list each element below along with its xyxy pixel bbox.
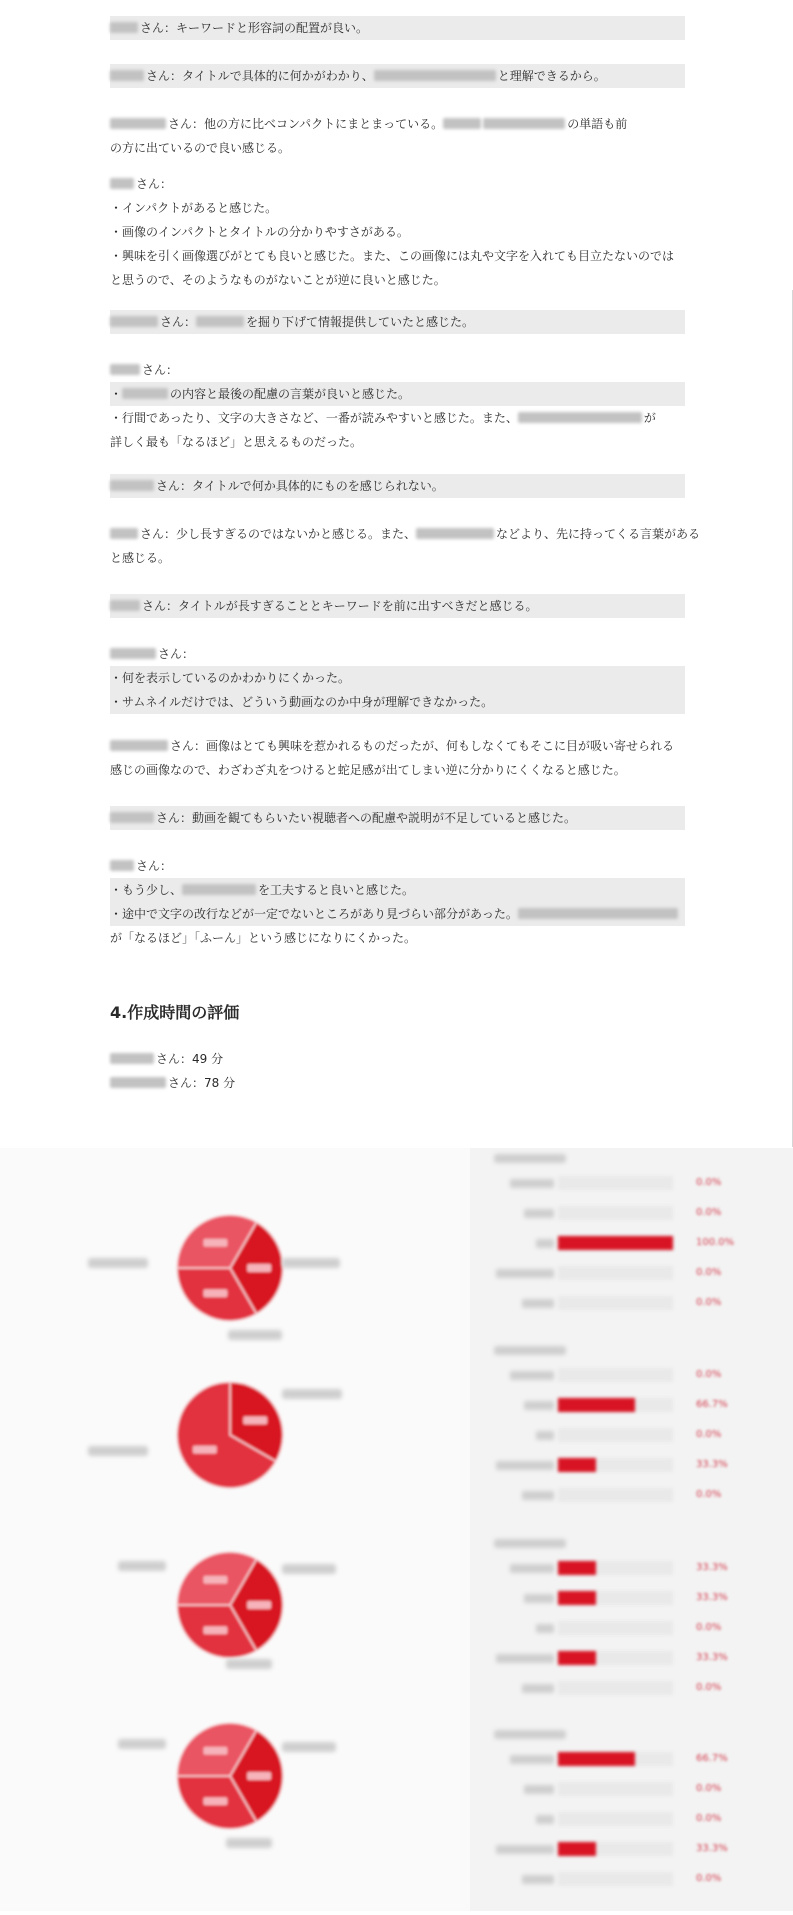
bar-percent-label: 0.0% [696,1297,722,1308]
pie-legend-label [226,1659,272,1669]
bullet-item: ・インパクトがあると感じた。 [110,201,278,215]
bar-chart-panel [470,1148,793,1911]
time-value: 78 分 [204,1076,236,1090]
name-suffix: さん： [168,1076,205,1090]
name-suffix: さん： [142,363,179,377]
pie-chart-2 [177,1382,283,1488]
redacted-phrase [196,316,244,327]
name-suffix: さん： [156,1052,193,1066]
pie-legend-label [226,1838,272,1848]
bar-percent-label: 0.0% [696,1429,722,1440]
pie-legend-label [282,1742,336,1752]
redacted-name [110,1077,166,1088]
bullet-item: 詳しく最も「なるほど」と思えるものだった。 [110,435,363,449]
bar-row-label [496,1269,554,1278]
bar-row-label [510,1179,554,1188]
redacted-phrase [518,412,642,423]
name-suffix: さん： [160,315,197,329]
bar-percent-label: 0.0% [696,1177,722,1188]
bar [558,1591,596,1605]
bar-row-label [524,1785,554,1794]
bar-row-label [536,1239,554,1248]
bar-percent-label: 0.0% [696,1622,722,1633]
bar-track [558,1488,673,1502]
bar-track [558,1296,673,1310]
pie-slice-label [193,1446,217,1454]
redacted-phrase [443,118,481,129]
comment-text: などより、先に持ってくる言葉がある [496,527,701,541]
bar-row-label [524,1209,554,1218]
pie-chart-4 [177,1723,283,1829]
name-suffix: さん： [146,69,183,83]
bar-row-label [522,1491,554,1500]
comment-5 [110,310,685,334]
pie-legend-label [88,1258,148,1268]
redacted-phrase [374,70,496,81]
comment-10 [110,642,685,714]
bar-percent-label: 33.3% [696,1562,728,1573]
pie-slice-label [203,1576,227,1584]
redacted-name [110,648,156,659]
time-row [110,1050,223,1067]
pie-slice-label [203,1289,227,1297]
comment-1 [110,16,685,40]
bullet-item: ・行間であったり、文字の大きさなど、一番が読みやすいと感じた。また、 [110,411,518,425]
bar-row-label [536,1431,554,1440]
bar-percent-label: 0.0% [696,1813,722,1824]
bar-row-label [524,1401,554,1410]
bar-percent-label: 33.3% [696,1843,728,1854]
name-suffix: さん： [168,117,205,131]
bar-row-label [496,1845,554,1854]
bar-group-title [494,1154,566,1163]
bullet-item: の内容と最後の配慮の言葉が良いと感じた。 [170,387,411,401]
bar-percent-label: 100.0% [696,1237,735,1248]
bar [558,1651,596,1665]
redacted-name [110,812,154,823]
comment-8 [110,522,701,570]
comment-text: 動画を観てもらいたい視聴者への配慮や説明が不足していると感じた。 [192,811,577,825]
redacted-phrase [518,908,678,919]
bullet-item: ・何を表示しているのかわかりにくかった。 [110,666,685,690]
bar-track [558,1428,673,1442]
bar-row-label [510,1371,554,1380]
redacted-name [110,118,166,129]
name-suffix: さん： [136,177,173,191]
bullet-item: ・途中で文字の改行などが一定でないところがあり見づらい部分があった。 [110,907,518,921]
bar-track [558,1782,673,1796]
bar-percent-label: 33.3% [696,1459,728,1470]
bullet-item: が「なるほど」「ふーん」という感じになりにくかった。 [110,931,417,945]
redacted-name [110,528,138,539]
bar-row-label [536,1624,554,1633]
redacted-name [110,22,138,33]
pie-charts-svg [0,1148,470,1911]
bar-percent-label: 33.3% [696,1592,728,1603]
bar-group-title [494,1730,566,1739]
redacted-phrase [416,528,494,539]
redacted-name [110,740,168,751]
bar-row-label [522,1875,554,1884]
bar-row-label [522,1684,554,1693]
name-suffix: さん： [136,859,173,873]
bullet-item: ・サムネイルだけでは、どういう動画なのか中身が理解できなかった。 [110,690,685,714]
pie-slice-label [203,1747,227,1755]
pie-legend-label [228,1330,282,1340]
name-suffix: さん： [158,647,195,661]
bar-percent-label: 0.0% [696,1489,722,1500]
redacted-name [110,178,134,189]
bar-row-label [522,1299,554,1308]
time-value: 49 分 [192,1052,224,1066]
pie-slice-label [203,1239,227,1247]
pie-slice-label [247,1772,271,1780]
comment-text: タイトルが長すぎることとキーワードを前に出すべきだと感じる。 [178,599,538,613]
redacted-name [110,600,140,611]
bullet-item: ・もう少し、 [110,883,183,897]
pie-legend-label [118,1739,166,1749]
pie-legend-label [88,1446,148,1456]
pie-slice-label [243,1416,267,1424]
comment-13 [110,854,685,950]
bar-percent-label: 0.0% [696,1369,722,1380]
time-row [110,1074,235,1091]
bar-row-label [536,1815,554,1824]
bar-percent-label: 66.7% [696,1399,728,1410]
bar [558,1398,635,1412]
pie-legend-label [118,1561,166,1571]
bar-row-label [496,1461,554,1470]
bullet-item: が [643,411,656,425]
bar-row-label [510,1564,554,1573]
pie-legend-label [282,1564,336,1574]
bullet-item: ・画像のインパクトとタイトルの分かりやすさがある。 [110,225,409,239]
comment-text: の単語も前 [567,117,628,131]
comment-text: を掘り下げて情報提供していたと感じた。 [246,315,475,329]
comment-9 [110,594,685,618]
comment-text: タイトルで具体的に何かがわかり、 [182,69,374,83]
bar-percent-label: 0.0% [696,1682,722,1693]
bar [558,1458,596,1472]
pie-chart-1 [177,1215,283,1321]
bar-track [558,1176,673,1190]
redacted-phrase [182,884,256,895]
comment-7 [110,474,685,498]
bar [558,1236,673,1250]
pie-chart-panel [0,1148,470,1911]
bar-percent-label: 0.0% [696,1873,722,1884]
redacted-name [110,1053,154,1064]
redacted-name [110,860,134,871]
redacted-name [110,480,154,491]
redacted-name [110,316,158,327]
bar-track [558,1681,673,1695]
bar-percent-label: 0.0% [696,1783,722,1794]
bar-row-label [510,1755,554,1764]
bar [558,1752,635,1766]
redacted-name [110,70,144,81]
bar-group-title [494,1346,566,1355]
name-suffix: さん： [156,811,193,825]
comment-6: さん： ・ の内容と最後の配慮の言葉が良いと感じた。 ・行間であったり、文字の大きさなど、一番が読みやすいと感じた。また、 が 詳しく最も「なるほど」と思えるものだった。 [110,358,685,454]
bar-track [558,1206,673,1220]
bar-track [558,1368,673,1382]
pie-legend-label [282,1258,340,1268]
comment-11 [110,734,685,782]
bar [558,1842,596,1856]
pie-slice-label [203,1797,227,1805]
name-suffix: さん： [170,739,207,753]
bullet-item: ・興味を引く画像選びがとても良いと感じた。また、この画像には丸や文字を入れても目立たないのでは [110,249,675,263]
bar-row-label [524,1594,554,1603]
bar-track [558,1266,673,1280]
comment-2 [110,64,685,88]
bar-group-title [494,1539,566,1548]
comment-text: と感じる。 [110,551,171,565]
comment-3 [110,112,685,160]
pie-slice-label [247,1601,271,1609]
name-suffix: さん： [142,599,179,613]
bar-track [558,1621,673,1635]
bar-track [558,1812,673,1826]
bar-track [558,1872,673,1886]
pie-slice-label [203,1626,227,1634]
comment-text: タイトルで何か具体的にものを感じられない。 [192,479,444,493]
comment-text: の方に出ているので良い感じる。 [110,141,291,155]
bar-percent-label: 66.7% [696,1753,728,1764]
comment-text: キーワードと形容詞の配置が良い。 [176,21,369,35]
comment-text: 少し長すぎるのではないかと感じる。また、 [176,527,417,541]
section-heading: 4.作成時間の評価 [110,1003,240,1022]
bar-percent-label: 0.0% [696,1267,722,1278]
bar [558,1561,596,1575]
comment-text: と理解できるから。 [497,69,606,83]
comment-text: 感じの画像なので、わざわざ丸をつけると蛇足感が出てしまい逆に分かりにくくなると感じた。 [110,763,626,777]
pie-chart-3 [177,1552,283,1658]
comment-12 [110,806,685,830]
name-suffix: さん： [140,21,177,35]
redacted-phrase [122,388,168,399]
bar-percent-label: 33.3% [696,1652,728,1663]
pie-legend-label [282,1389,342,1399]
redacted-phrase [483,118,565,129]
bullet-item: を工夫すると良いと感じた。 [258,883,415,897]
comment-text: 他の方に比べコンパクトにまとまっている。 [204,117,444,131]
comment-text: 画像はとても興味を惹かれるものだったが、何もしなくてもそこに目が吸い寄せられる [206,739,675,753]
bullet-item: と思うので、そのようなものがないことが逆に良いと感じた。 [110,273,446,287]
chart-area [0,1148,793,1911]
bar-row-label [496,1654,554,1663]
name-suffix: さん： [156,479,193,493]
pie-slice-label [247,1264,271,1272]
name-suffix: さん： [140,527,177,541]
comment-4 [110,172,685,292]
bar-percent-label: 0.0% [696,1207,722,1218]
redacted-name [110,364,140,375]
